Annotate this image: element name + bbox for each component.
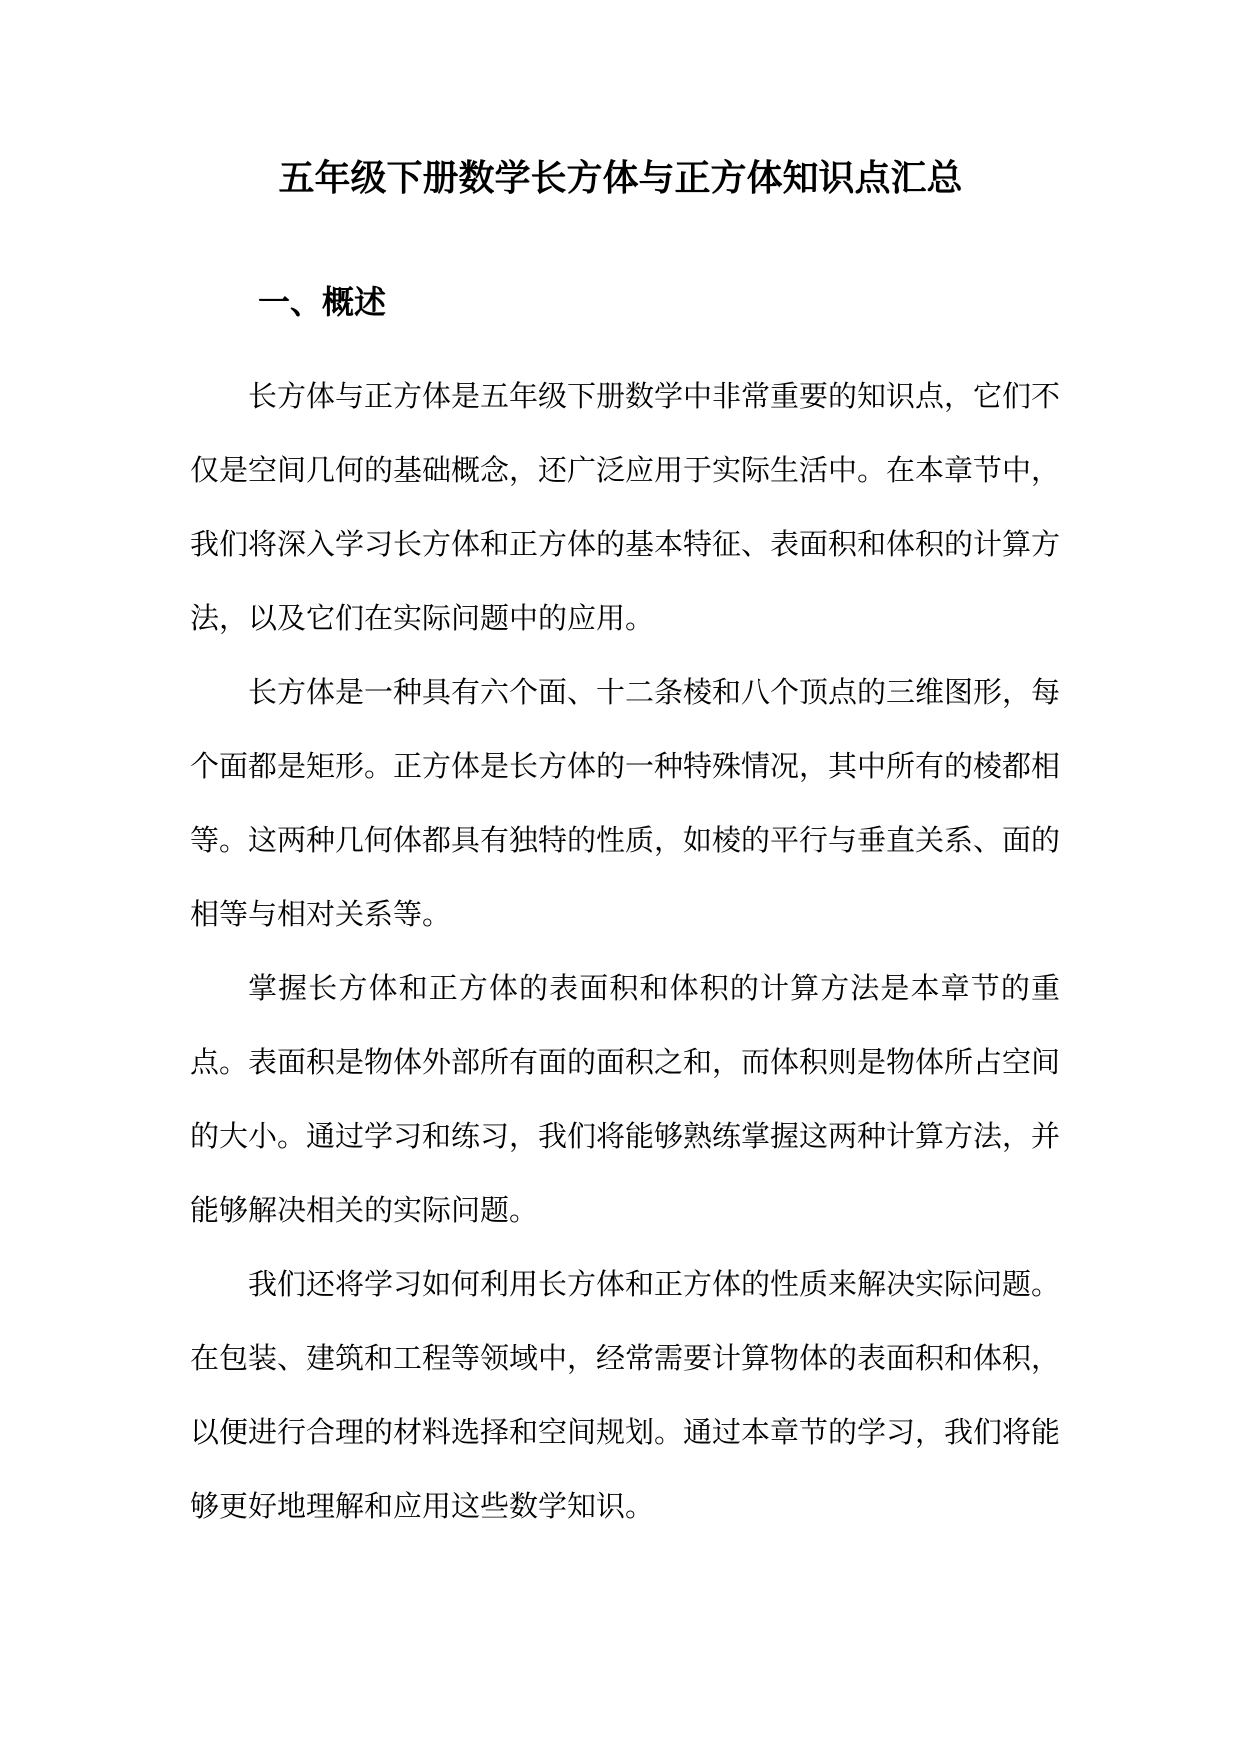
document-title: 五年级下册数学长方体与正方体知识点汇总 [278,157,963,199]
paragraph: 长方体与正方体是五年级下册数学中非常重要的知识点，它们不仅是空间几何的基础概念，还广泛应用于实际生活中。在本章节中，我们将深入学习长方体和正方体的基本特征、表面积和体积的计算方法，以及它们在实际问题中的应用。 [190,379,1061,635]
section-heading-overview: 一、概述 [258,283,387,321]
paragraph: 掌握长方体和正方体的表面积和体积的计算方法是本章节的重点。表面积是物体外部所有面的面积之和，而体积则是物体所占空间的大小。通过学习和练习，我们将能够熟练掌握这两种计算方法，并能够解决相关的实际问题。 [190,971,1061,1227]
paragraph: 长方体是一种具有六个面、十二条棱和八个顶点的三维图形，每个面都是矩形。正方体是长方体的一种特殊情况，其中所有的棱都相等。这两种几何体都具有独特的性质，如棱的平行与垂直关系、面的相等与相对关系等。 [190,675,1061,931]
paragraph: 我们还将学习如何利用长方体和正方体的性质来解决实际问题。在包装、建筑和工程等领域中，经常需要计算物体的表面积和体积，以便进行合理的材料选择和空间规划。通过本章节的学习，我们将能够更好地理解和应用这些数学知识。 [190,1267,1061,1523]
